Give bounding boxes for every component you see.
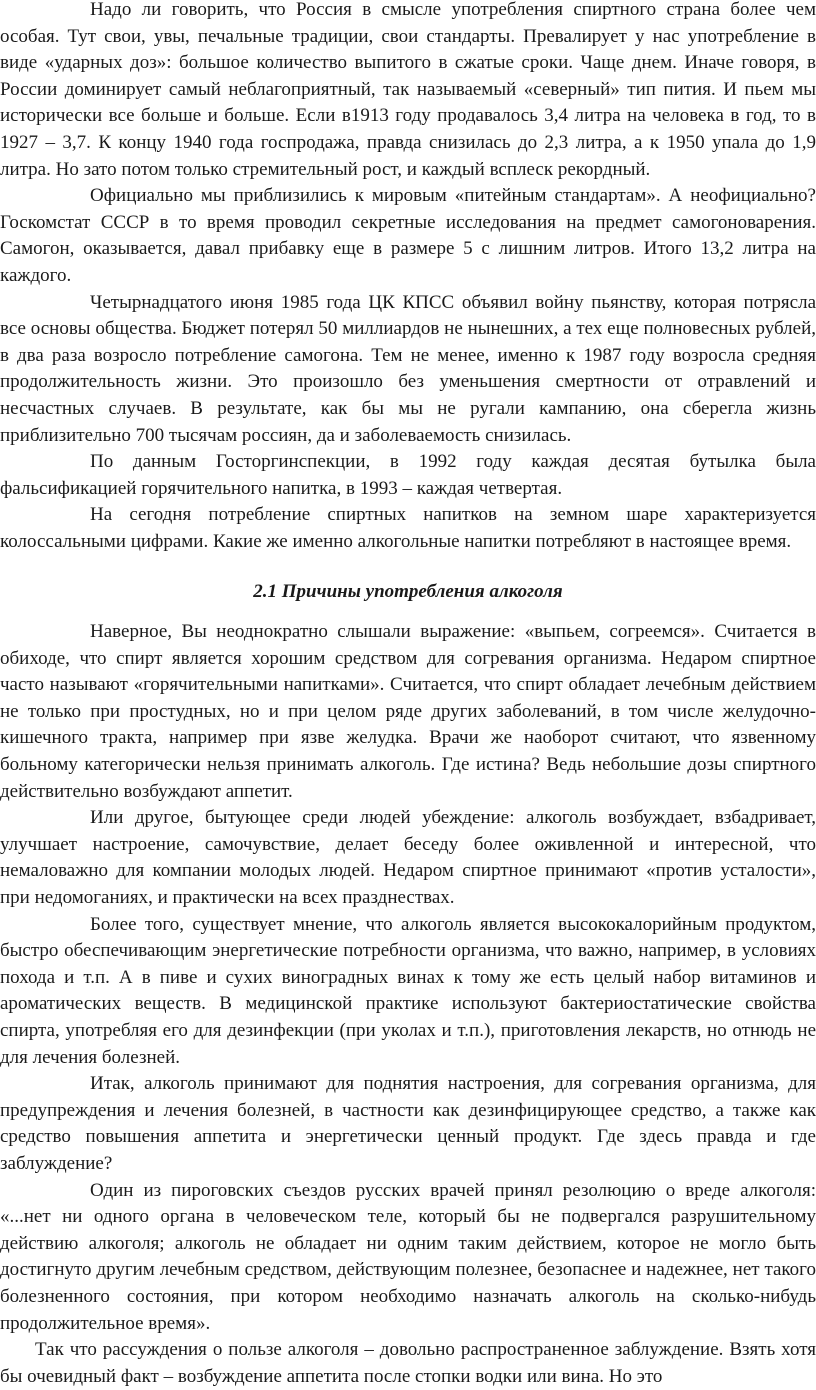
paragraph-pirogov-resolution: Один из пироговских съездов русских врачей принял резолюцию о вреде алкоголя: «...нет ни одного органа в человеческом теле, который бы не подвергался разрушительному действию алкоголя; алкоголь не обладает ни одним таким действием, которое не могло быть достигнуто другим лечебным средством, действующим полезнее, безопаснее и надежнее, нет такого болезненного состояния, при котором необходимо назначать алкоголь на сколько-нибудь продолжительное время». bbox=[0, 1179, 816, 1334]
section-heading: 2.1 Причины употребления алкоголя bbox=[253, 581, 563, 603]
paragraph-russia-consumption: Надо ли говорить, что Россия в смысле употребления спиртного страна более чем особая. Тут свои, увы, печальные традиции, свои стандарты. Превалирует у нас употребление в виде «ударных доз»: большое количество выпитого в сжатые сроки. Чаще днем. Иначе говоря, в России доминирует самый неблагоприятный, так называемый «северный» тип пития. И пьем мы исторически все больше и больше. Если в1913 году продавалось 3,4 литра на человека в год, то в 1927 – 3,7. К концу 1940 года госпродажа, правда снизилась до 2,3 литра, а к 1950 упала до 1,9 литра. Но зато потом только стремительный рост, и каждый всплеск рекордный. bbox=[0, 0, 816, 180]
paragraph-falsification: По данным Госторгинспекции, в 1992 году каждая десятая бутылка была фальсификацией горячительного напитка, в 1993 – каждая четвертая. bbox=[0, 451, 816, 499]
paragraph-anti-alcohol-campaign: Четырнадцатого июня 1985 года ЦК КПСС объявил войну пьянству, которая потрясла все основы общества. Бюджет потерял 50 миллиардов не нынешних, а тех еще полновесных рублей, в два раза возросло потребление самогона. Тем не менее, именно к 1987 году возросла средняя продолжительность жизни. Это произошло без уменьшения смертности от отравлений и несчастных случаев. В результате, как бы мы не ругали кампанию, она сберегла жизнь приблизительно 700 тысячам россиян, да и заболеваемость снизилась. bbox=[0, 291, 816, 446]
paragraph-official-standards: Официально мы приблизились к мировым «питейным стандартам». А неофициально? Госкомстат СССР в то время проводил секретные исследования на предмет самогоноварения. Самогон, оказывается, давал прибавку еще в размере 5 с лишним литров. Итого 13,2 литра на каждого. bbox=[0, 185, 816, 286]
paragraph-warming-myth: Наверное, Вы неоднократно слышали выражение: «выпьем, согреемся». Считается в обиходе, что спирт является хорошим средством для согревания организма. Недаром спиртное часто называют «горячительными напитками». Считается, что спирт обладает лечебным действием не только при простудных, но и при целом ряде других заболеваний, в том числе желудочно-кишечного тракта, например при язве желудка. Врачи же наоборот считают, что язвенному больному категорически нельзя принимать алкоголь. Где истина? Ведь небольшие дозы спиртного действительно возбуждают аппетит. bbox=[0, 621, 816, 802]
paragraph-summary-question: Итак, алкоголь принимают для поднятия настроения, для согревания организма, для предупреждения и лечения болезней, в частности как дезинфицирующее средство, а также как средство повышения аппетита и энергетически ценный продукт. Где здесь правда и где заблуждение? bbox=[0, 1073, 816, 1174]
paragraph-mood-belief: Или другое, бытующее среди людей убеждение: алкоголь возбуждает, взбадривает, улучшает настроение, самочувствие, делает беседу более оживленной и интересной, что немаловажно для компании молодых людей. Недаром спиртное принимают «против усталости», при недомоганиях, и практически на всех празднествах. bbox=[0, 807, 816, 908]
paragraph-calories-opinion: Более того, существует мнение, что алкоголь является высококалорийным продуктом, быстро обеспечивающим энергетические потребности организма, что важно, например, в условиях похода и т.п. А в пиве и сухих виноградных винах к тому же есть целый набор витаминов и ароматических веществ. В медицинской практике используют бактериостатические свойства спирта, употребляя его для дезинфекции (при уколах и т.п.), приготовления лекарств, но отнюдь не для лечения болезней. bbox=[0, 913, 816, 1068]
paragraph-global-consumption: На сегодня потребление спиртных напитков на земном шаре характеризуется колоссальными цифрами. Какие же именно алкогольные напитки потребляют в настоящее время. bbox=[0, 504, 816, 552]
paragraph-conclusion: Так что рассуждения о пользе алкоголя – довольно распространенное заблуждение. Взять хотя бы очевидный факт – возбуждение аппетита после стопки водки или вина. Но это bbox=[0, 1339, 816, 1387]
